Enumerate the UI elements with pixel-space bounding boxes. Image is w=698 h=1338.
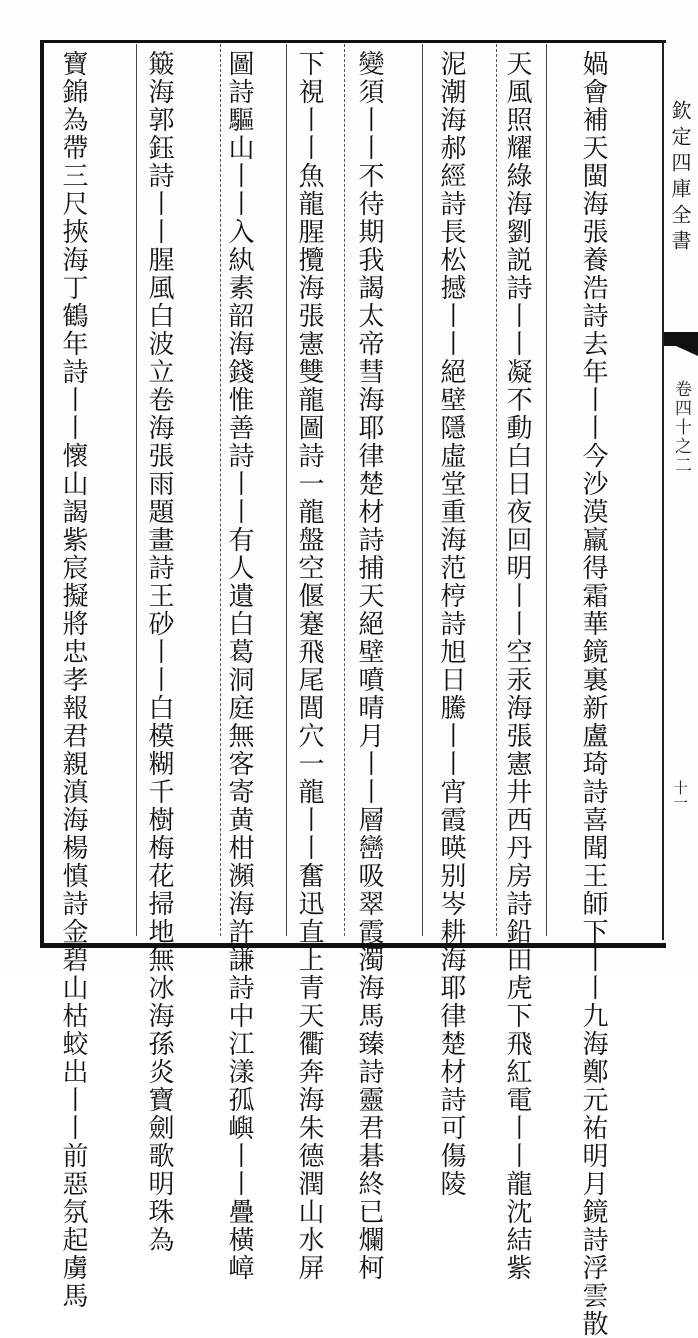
page-frame — [40, 40, 666, 1338]
fishtail-mark-tail — [676, 346, 698, 356]
text-column-8: 寶錦為帶三尺挾海丁鶴年詩丨丨懷山謁紫宸擬將忠孝報君親滇海楊慎詩金碧山枯蛟出丨丨前惡氛起虜馬 — [58, 50, 88, 1310]
volume-label: 卷四十之二 — [671, 380, 691, 475]
column-rule — [546, 44, 547, 936]
column-rule — [286, 44, 287, 936]
column-rule — [422, 44, 423, 936]
text-column-5: 下視丨丨魚龍腥攬海張憲雙龍圖詩一龍盤空偃蹇飛尾閭穴一龍丨丨奮迅直上青天衢奔海朱德潤山水屏 — [294, 50, 324, 1282]
text-column-3: 泥潮海郝經詩長松撼丨丨絕壁隱虛堂重海范梈詩旭日騰丨丨宵霞暎别岑耕海耶律楚材詩可傷陵 — [436, 50, 466, 1198]
column-rule — [344, 44, 345, 936]
column-rule — [136, 44, 137, 936]
fishtail-mark — [664, 332, 698, 346]
page-margin-strip — [662, 40, 698, 940]
text-column-7: 簸海郭鈺詩丨丨腥風白波立卷海張雨題畫詩王砂丨丨白模糊千樹梅花掃地無冰海孫炎寶劍歌明珠為 — [144, 50, 174, 1254]
text-column-2: 天風照耀綠海劉説詩丨丨凝不動白日夜回明丨丨空汞海張憲井西丹房詩鉛田虎下飛紅電丨丨龍沈結紫 — [502, 50, 532, 1282]
column-rule — [496, 44, 497, 936]
page-number: 十一 — [671, 780, 689, 810]
text-column-6: 圖詩驅山丨丨入紈素韶海錢惟善詩丨丨有人遺白葛洞庭無客寄黄柑瀕海許謙詩中江漾孤嶼丨丨疊橫嶂 — [224, 50, 254, 1282]
column-rule — [220, 44, 221, 936]
book-title: 欽定四庫全書 — [668, 100, 692, 256]
text-column-1: 媧會補天閩海張養浩詩去年丨丨今沙漠羸得霜華鏡裏新盧琦詩喜聞王師下丨丨九海鄭元祐明月鏡詩浮雲散 — [578, 50, 608, 1338]
text-column-4: 變須丨丨不待期我謁太帝彗海耶律楚材詩捕天絕壁噴晴月丨丨層巒吸翠霞濁海馬臻詩靈君碁終已爛柯 — [354, 50, 384, 1282]
margin-edge — [662, 40, 664, 940]
